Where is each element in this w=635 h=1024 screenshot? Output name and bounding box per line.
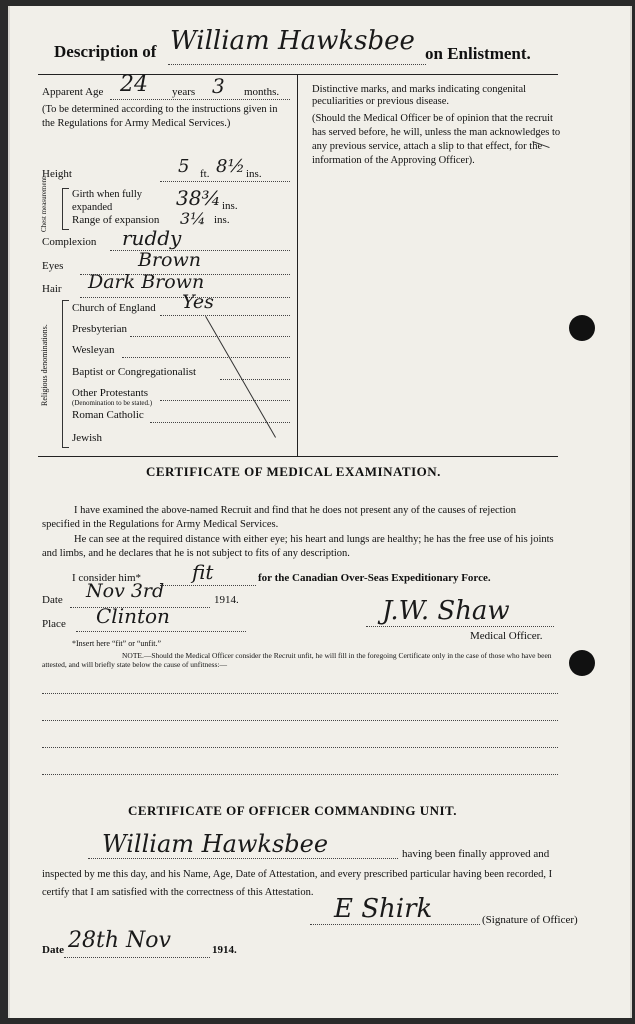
height-line <box>160 181 290 182</box>
complexion-value: ruddy <box>122 226 182 250</box>
medical-para1: I have examined the above-named Recruit and find that he does not present any of the causes of rejection specified in the Regulations for Army Medical Services. <box>42 505 516 530</box>
unfitness-line-3 <box>42 774 558 775</box>
height-label: Height <box>42 168 72 180</box>
chest-girth-unit: ins. <box>222 200 238 212</box>
chest-side-label: Chest measurement. <box>40 175 48 232</box>
age-months-value: 3 <box>212 74 225 98</box>
chest-range-value: 3¼ <box>180 209 206 228</box>
commanding-signature-label: (Signature of Officer) <box>482 914 578 926</box>
medical-date-label: Date <box>42 594 63 606</box>
age-note: (To be determined according to the instructions given in the Regulations for Army Medical Services.) <box>42 104 278 129</box>
medical-officer-line <box>366 626 554 627</box>
name-line <box>168 64 426 65</box>
commanding-officer-line <box>310 924 480 925</box>
religion-item-5: Roman Catholic <box>72 409 144 421</box>
medical-place-label: Place <box>42 618 66 630</box>
attestation-page <box>8 6 632 1018</box>
chest-girth-value: 38¾ <box>176 186 221 210</box>
religion-line-1 <box>130 336 290 337</box>
eyes-label: Eyes <box>42 260 64 272</box>
religion-strike-line <box>205 316 276 438</box>
medical-para2: He can see at the required distance with either eye; his heart and lungs are healthy; he has the free use of his joints and limbs, and he declares that he is not subject to fits of any description. <box>42 534 554 559</box>
height-inches-label: ins. <box>246 168 262 180</box>
punch-hole-bottom <box>569 650 595 676</box>
religion-line-0 <box>160 315 290 316</box>
medical-note: NOTE.—Should the Medical Officer consider the Recruit unfit, he will fill in the foregoing Certificate only in the case of those who have been attested, and will briefly state below the cause of unfitness:— <box>42 651 552 669</box>
age-years-value: 24 <box>120 72 148 97</box>
commanding-date-label: Date <box>42 944 64 956</box>
chest-brace <box>62 188 69 230</box>
commanding-date-year: 1914. <box>212 944 237 956</box>
unfitness-line-1 <box>42 720 558 721</box>
hair-value: Dark Brown <box>88 271 205 293</box>
consider-line <box>160 585 256 586</box>
age-years-label: years <box>172 86 196 98</box>
chest-range-unit: ins. <box>214 214 230 226</box>
punch-hole-top <box>569 315 595 341</box>
religion-item-3: Baptist or Congregationalist <box>72 366 197 378</box>
religion-side-label: Religious denominations. <box>40 324 49 406</box>
religion-item-4: Other Protestants <box>72 387 149 399</box>
recruit-name: William Hawksbee <box>170 26 415 56</box>
medical-date-year: 1914. <box>214 594 239 606</box>
commanding-signed-name: William Hawksbee <box>102 830 329 858</box>
commanding-name-line <box>88 858 398 859</box>
medical-title: CERTIFICATE OF MEDICAL EXAMINATION. <box>146 464 441 479</box>
medical-officer-label: Medical Officer. <box>470 630 543 642</box>
commanding-para-rest: inspected by me this day, and his Name, Age, Date of Attestation, and every prescribed particular having been recorded, I certify that I am satisfied with the correctness of this Attestation. <box>42 869 553 898</box>
commanding-date-line <box>64 957 210 958</box>
commanding-date-value: 28th Nov <box>68 928 171 953</box>
eyes-value: Brown <box>138 249 201 271</box>
height-feet-label: ft. <box>200 168 210 180</box>
consider-suffix: for the Canadian Over-Seas Expeditionary Force. <box>258 572 491 584</box>
medical-place-line <box>76 631 246 632</box>
table-top-rule <box>38 74 558 75</box>
chest-girth-label: Girth when fully expanded <box>72 189 142 213</box>
commanding-title: CERTIFICATE OF OFFICER COMMANDING UNIT. <box>128 803 457 818</box>
unfitness-line-0 <box>42 693 558 694</box>
header-suffix: on Enlistment. <box>425 44 531 63</box>
religion-line-3 <box>220 379 290 380</box>
chest-range-label: Range of expansion <box>72 214 160 226</box>
commanding-para-start: having been finally approved and <box>402 848 550 860</box>
medical-place-value: Clinton <box>96 604 170 628</box>
unfitness-line-2 <box>42 747 558 748</box>
medical-footnote: *Insert here “fit” or “unfit.” <box>72 639 162 648</box>
hair-label: Hair <box>42 283 62 295</box>
religion-brace <box>62 300 69 448</box>
religion-line-5 <box>150 422 290 423</box>
medical-officer-signature: J.W. Shaw <box>382 596 510 626</box>
consider-value: fit <box>192 560 214 584</box>
religion-line-2 <box>122 357 290 358</box>
consider-prefix: I consider him* <box>72 572 142 584</box>
age-line <box>110 99 290 100</box>
height-feet-value: 5 <box>178 156 190 177</box>
table-divider <box>297 74 298 456</box>
religion-item-2: Wesleyan <box>72 344 115 356</box>
religion-item-0: Church of England <box>72 302 156 314</box>
height-inches-value: 8½ <box>216 156 245 177</box>
religion-item-1: Presbyterian <box>72 323 127 335</box>
religion-other-note: (Denomination to be stated.) <box>72 399 153 407</box>
age-label: Apparent Age <box>42 86 104 98</box>
religion-line-4 <box>160 400 290 401</box>
marks-note: (Should the Medical Officer be of opinion that the recruit has served before, he will, unless the man acknowledges to any previous service, attach a slip to that effect, for the information of the Approving Officer). <box>312 113 561 166</box>
complexion-label: Complexion <box>42 236 97 248</box>
header-prefix: Description of <box>54 42 157 61</box>
religion-answer: Yes <box>182 291 214 313</box>
table-bottom-rule <box>38 456 558 457</box>
age-months-label: months. <box>244 86 280 98</box>
marks-label: Distinctive marks, and marks indicating congenital peculiarities or previous disease. <box>312 84 527 107</box>
commanding-officer-signature: E Shirk <box>334 894 433 924</box>
medical-date-value: Nov 3rd <box>86 580 165 602</box>
religion-item-6: Jewish <box>72 432 102 444</box>
